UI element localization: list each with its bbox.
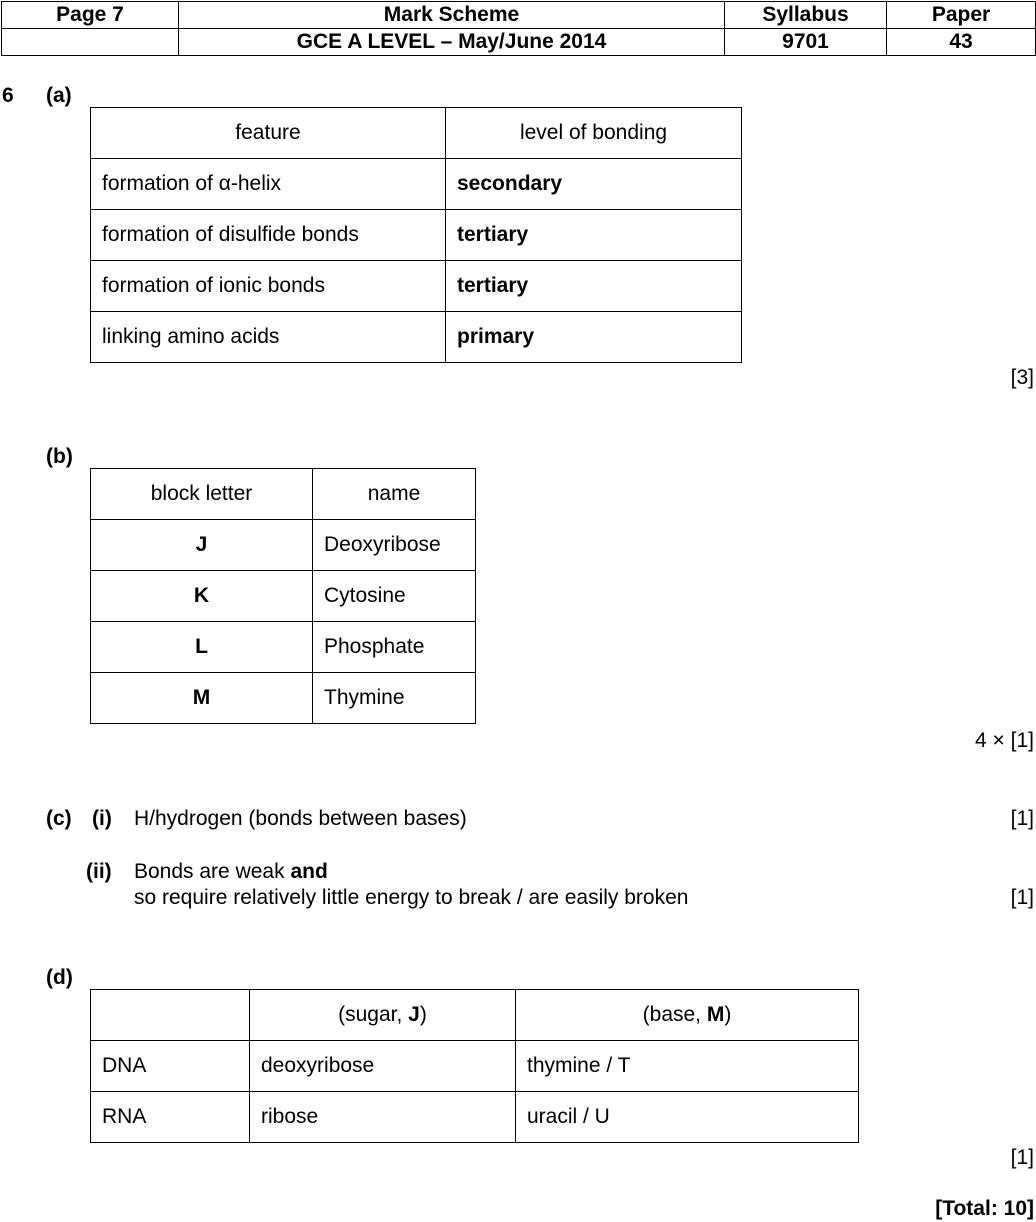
- level-cell: tertiary: [446, 261, 742, 312]
- header-paper-number: 43: [887, 29, 1036, 56]
- part-b-label: (b): [46, 445, 73, 468]
- part-c-ii-marks: [1]: [1010, 886, 1034, 909]
- sugar-header-text: (sugar,: [338, 1003, 409, 1026]
- table-row: [91, 210, 742, 261]
- feature-cell: linking amino acids: [91, 312, 446, 363]
- nucleic-acid-cell: DNA: [91, 1041, 250, 1092]
- table-row: [91, 571, 476, 622]
- header-page-value: [2, 29, 179, 56]
- part-c-ii-emphasis: and: [290, 860, 328, 883]
- part-b-table: [90, 468, 476, 724]
- table-row: [91, 673, 476, 724]
- name-cell: Phosphate: [313, 622, 476, 673]
- table-row: [91, 261, 742, 312]
- level-cell: primary: [446, 312, 742, 363]
- col-header-feature: feature: [91, 108, 446, 159]
- feature-cell: formation of ionic bonds: [91, 261, 446, 312]
- part-c-ii-answer-line1: [134, 860, 328, 884]
- col-header-base: [516, 990, 859, 1041]
- block-letter-cell: J: [91, 520, 313, 571]
- part-d-label: (d): [46, 966, 73, 989]
- part-d-marks: [1]: [1010, 1146, 1034, 1169]
- base-header-text: (base,: [642, 1003, 707, 1026]
- table-row: [91, 622, 476, 673]
- level-cell: secondary: [446, 159, 742, 210]
- table-row: [91, 520, 476, 571]
- nucleic-acid-cell: RNA: [91, 1092, 250, 1143]
- level-cell: tertiary: [446, 210, 742, 261]
- total-marks: [Total: 10]: [935, 1197, 1034, 1220]
- header-syllabus-code: 9701: [725, 29, 887, 56]
- col-header-sugar: [250, 990, 516, 1041]
- header-mark-scheme: Mark Scheme: [179, 2, 725, 29]
- feature-cell: formation of α-helix: [91, 159, 446, 210]
- header-exam-title: GCE A LEVEL – May/June 2014: [179, 29, 725, 56]
- part-c-i-answer: H/hydrogen (bonds between bases): [134, 807, 467, 830]
- table-row: [91, 1092, 859, 1143]
- sugar-cell: deoxyribose: [250, 1041, 516, 1092]
- sugar-cell: ribose: [250, 1092, 516, 1143]
- part-c-label: (c): [46, 807, 72, 830]
- name-cell: Deoxyribose: [313, 520, 476, 571]
- part-c-ii-answer-line2: so require relatively little energy to break / are easily broken: [134, 886, 689, 909]
- feature-cell: formation of disulfide bonds: [91, 210, 446, 261]
- part-c-i-label: (i): [92, 807, 112, 830]
- col-header-level-of-bonding: level of bonding: [446, 108, 742, 159]
- part-d-table: [90, 989, 859, 1143]
- base-header-letter: M: [706, 1003, 725, 1026]
- col-header-name: name: [313, 469, 476, 520]
- name-cell: Cytosine: [313, 571, 476, 622]
- part-b-marks: 4 × [1]: [975, 729, 1034, 752]
- table-row: [91, 1041, 859, 1092]
- header-syllabus: Syllabus: [725, 2, 887, 29]
- base-header-close: ): [724, 1003, 732, 1026]
- header-page: Page 7: [2, 2, 179, 29]
- table-header-row: [91, 469, 476, 520]
- name-cell: Thymine: [313, 673, 476, 724]
- part-a-table: [90, 107, 742, 363]
- base-cell: uracil / U: [516, 1092, 859, 1143]
- block-letter-cell: L: [91, 622, 313, 673]
- table-header-row: [91, 108, 742, 159]
- header-paper: Paper: [887, 2, 1036, 29]
- block-letter-cell: K: [91, 571, 313, 622]
- part-c-ii-label: (ii): [86, 860, 112, 883]
- part-a-label: (a): [46, 84, 72, 107]
- base-cell: thymine / T: [516, 1041, 859, 1092]
- sugar-header-close: ): [419, 1003, 427, 1026]
- table-header-row: [91, 990, 859, 1041]
- header-table: [1, 1, 1036, 56]
- part-c-i-marks: [1]: [1010, 807, 1034, 830]
- part-c-ii-text: Bonds are weak: [134, 860, 291, 883]
- block-letter-cell: M: [91, 673, 313, 724]
- col-header-empty: [91, 990, 250, 1041]
- question-number: 6: [2, 84, 14, 107]
- col-header-block-letter: block letter: [91, 469, 313, 520]
- table-row: [91, 312, 742, 363]
- sugar-header-letter: J: [408, 1003, 420, 1026]
- table-row: [91, 159, 742, 210]
- part-a-marks: [3]: [1010, 366, 1034, 389]
